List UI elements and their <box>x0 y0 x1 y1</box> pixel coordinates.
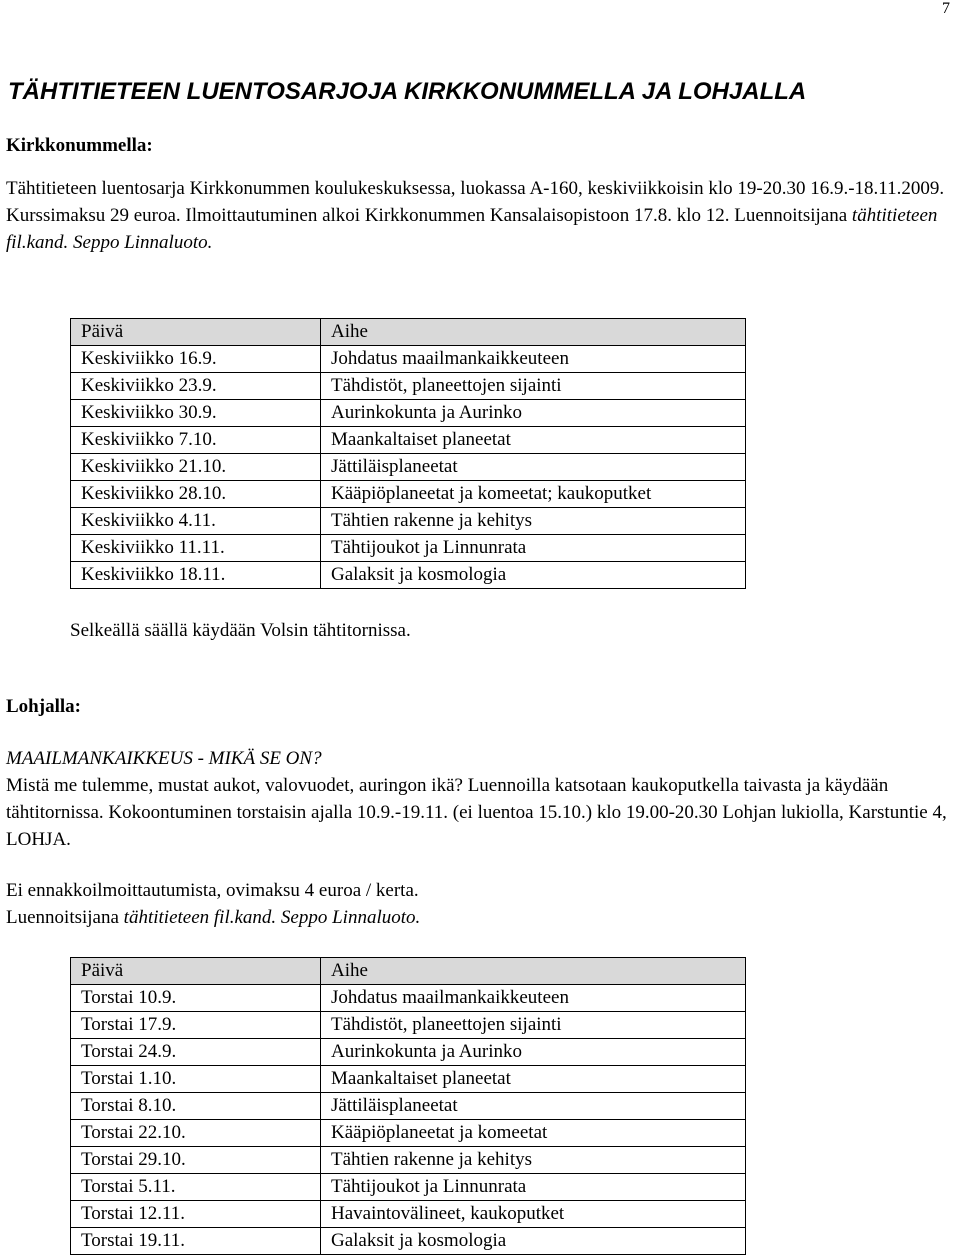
lohja-description: Mistä me tulemme, mustat aukot, valovuodet, auringon ikä? Luennoilla katsotaan kaukoputkella taivasta ja käydään tähtitornissa. Kokoontuminen torstaisin ajalla 10.9.-19.11. (ei luentoa 15.10.) klo 19.00-20.30 Lohjan lukiolla, Karstuntie 4, LOHJA. <box>6 775 947 850</box>
cell-topic: Maankaltaiset planeetat <box>321 427 746 454</box>
table-row <box>71 1201 746 1228</box>
cell-day: Keskiviikko 18.11. <box>71 562 321 589</box>
cell-day: Torstai 1.10. <box>71 1066 321 1093</box>
cell-day: Keskiviikko 30.9. <box>71 400 321 427</box>
cell-day: Keskiviikko 16.9. <box>71 346 321 373</box>
cell-topic: Tähtien rakenne ja kehitys <box>321 1147 746 1174</box>
lohja-course-title: MAAILMANKAIKKEUS - MIKÄ SE ON? <box>6 748 322 769</box>
table-row <box>71 1093 746 1120</box>
cell-topic: Maankaltaiset planeetat <box>321 1066 746 1093</box>
table-row <box>71 562 746 589</box>
cell-day: Keskiviikko 4.11. <box>71 508 321 535</box>
table-row <box>71 427 746 454</box>
table-row <box>71 346 746 373</box>
cell-day: Keskiviikko 23.9. <box>71 373 321 400</box>
column-header-topic: Aihe <box>321 958 746 985</box>
cell-topic: Tähdistöt, planeettojen sijainti <box>321 1012 746 1039</box>
table-row <box>71 1174 746 1201</box>
cell-day: Keskiviikko 7.10. <box>71 427 321 454</box>
column-header-day: Päivä <box>71 319 321 346</box>
cell-day: Keskiviikko 21.10. <box>71 454 321 481</box>
cell-day: Torstai 19.11. <box>71 1228 321 1255</box>
cell-topic: Tähtijoukot ja Linnunrata <box>321 1174 746 1201</box>
cell-topic: Tähdistöt, planeettojen sijainti <box>321 373 746 400</box>
table-row <box>71 985 746 1012</box>
cell-topic: Kääpiöplaneetat ja komeetat; kaukoputket <box>321 481 746 508</box>
table-row <box>71 373 746 400</box>
cell-topic: Tähtien rakenne ja kehitys <box>321 508 746 535</box>
cell-topic: Johdatus maailmankaikkeuteen <box>321 346 746 373</box>
kirkkonummi-description <box>6 175 956 256</box>
cell-topic: Jättiläisplaneetat <box>321 1093 746 1120</box>
table-row <box>71 508 746 535</box>
table-row <box>71 481 746 508</box>
cell-day: Keskiviikko 11.11. <box>71 535 321 562</box>
cell-topic: Kääpiöplaneetat ja komeetat <box>321 1120 746 1147</box>
observatory-note: Selkeällä säällä käydään Volsin tähtitornissa. <box>70 620 411 641</box>
table-row <box>71 1039 746 1066</box>
cell-day: Torstai 29.10. <box>71 1147 321 1174</box>
section-heading-kirkkonummi: Kirkkonummella: <box>6 135 153 156</box>
cell-day: Torstai 22.10. <box>71 1120 321 1147</box>
table-row <box>71 1147 746 1174</box>
lohja-lecturer: tähtitieteen fil.kand. Seppo Linnaluoto. <box>123 907 421 928</box>
page-title: TÄHTITIETEEN LUENTOSARJOJA KIRKKONUMMELLA JA LOHJALLA <box>8 78 807 105</box>
lohja-lecturer-line <box>6 904 956 931</box>
cell-day: Torstai 8.10. <box>71 1093 321 1120</box>
cell-day: Keskiviikko 28.10. <box>71 481 321 508</box>
column-header-topic: Aihe <box>321 319 746 346</box>
cell-topic: Johdatus maailmankaikkeuteen <box>321 985 746 1012</box>
cell-day: Torstai 24.9. <box>71 1039 321 1066</box>
cell-topic: Havaintovälineet, kaukoputket <box>321 1201 746 1228</box>
table-row <box>71 535 746 562</box>
cell-day: Torstai 12.11. <box>71 1201 321 1228</box>
table-row <box>71 454 746 481</box>
cell-day: Torstai 10.9. <box>71 985 321 1012</box>
lohja-lecturer-prefix: Luennoitsijana <box>6 907 119 928</box>
cell-topic: Galaksit ja kosmologia <box>321 1228 746 1255</box>
kirkkonummi-schedule-table <box>70 318 746 589</box>
section-heading-lohja: Lohjalla: <box>6 696 81 717</box>
table-row <box>71 1012 746 1039</box>
table-row <box>71 400 746 427</box>
kirkkonummi-lecturer: tähtitieteen fil.kand. Seppo Linnaluoto. <box>6 205 938 253</box>
table-row <box>71 1120 746 1147</box>
cell-topic: Jättiläisplaneetat <box>321 454 746 481</box>
lohja-schedule-table <box>70 957 746 1255</box>
column-header-day: Päivä <box>71 958 321 985</box>
lohja-fee: Ei ennakkoilmoittautumista, ovimaksu 4 euroa / kerta. <box>6 880 419 901</box>
cell-day: Torstai 5.11. <box>71 1174 321 1201</box>
kirkkonummi-description-text: Tähtitieteen luentosarja Kirkkonummen koulukeskuksessa, luokassa A-160, keskiviikkoisin klo 19-20.30 16.9.-18.11.2009. Kurssimaksu 29 euroa. Ilmoittautuminen alkoi Kirkkonummen Kansalaisopistoon 17.8. klo 12. Luennoitsijana <box>6 178 945 226</box>
table-header-row <box>71 319 746 346</box>
cell-topic: Galaksit ja kosmologia <box>321 562 746 589</box>
table-row <box>71 1228 746 1255</box>
cell-topic: Aurinkokunta ja Aurinko <box>321 400 746 427</box>
table-header-row <box>71 958 746 985</box>
cell-day: Torstai 17.9. <box>71 1012 321 1039</box>
cell-topic: Tähtijoukot ja Linnunrata <box>321 535 746 562</box>
table-row <box>71 1066 746 1093</box>
cell-topic: Aurinkokunta ja Aurinko <box>321 1039 746 1066</box>
page-number: 7 <box>942 0 950 17</box>
